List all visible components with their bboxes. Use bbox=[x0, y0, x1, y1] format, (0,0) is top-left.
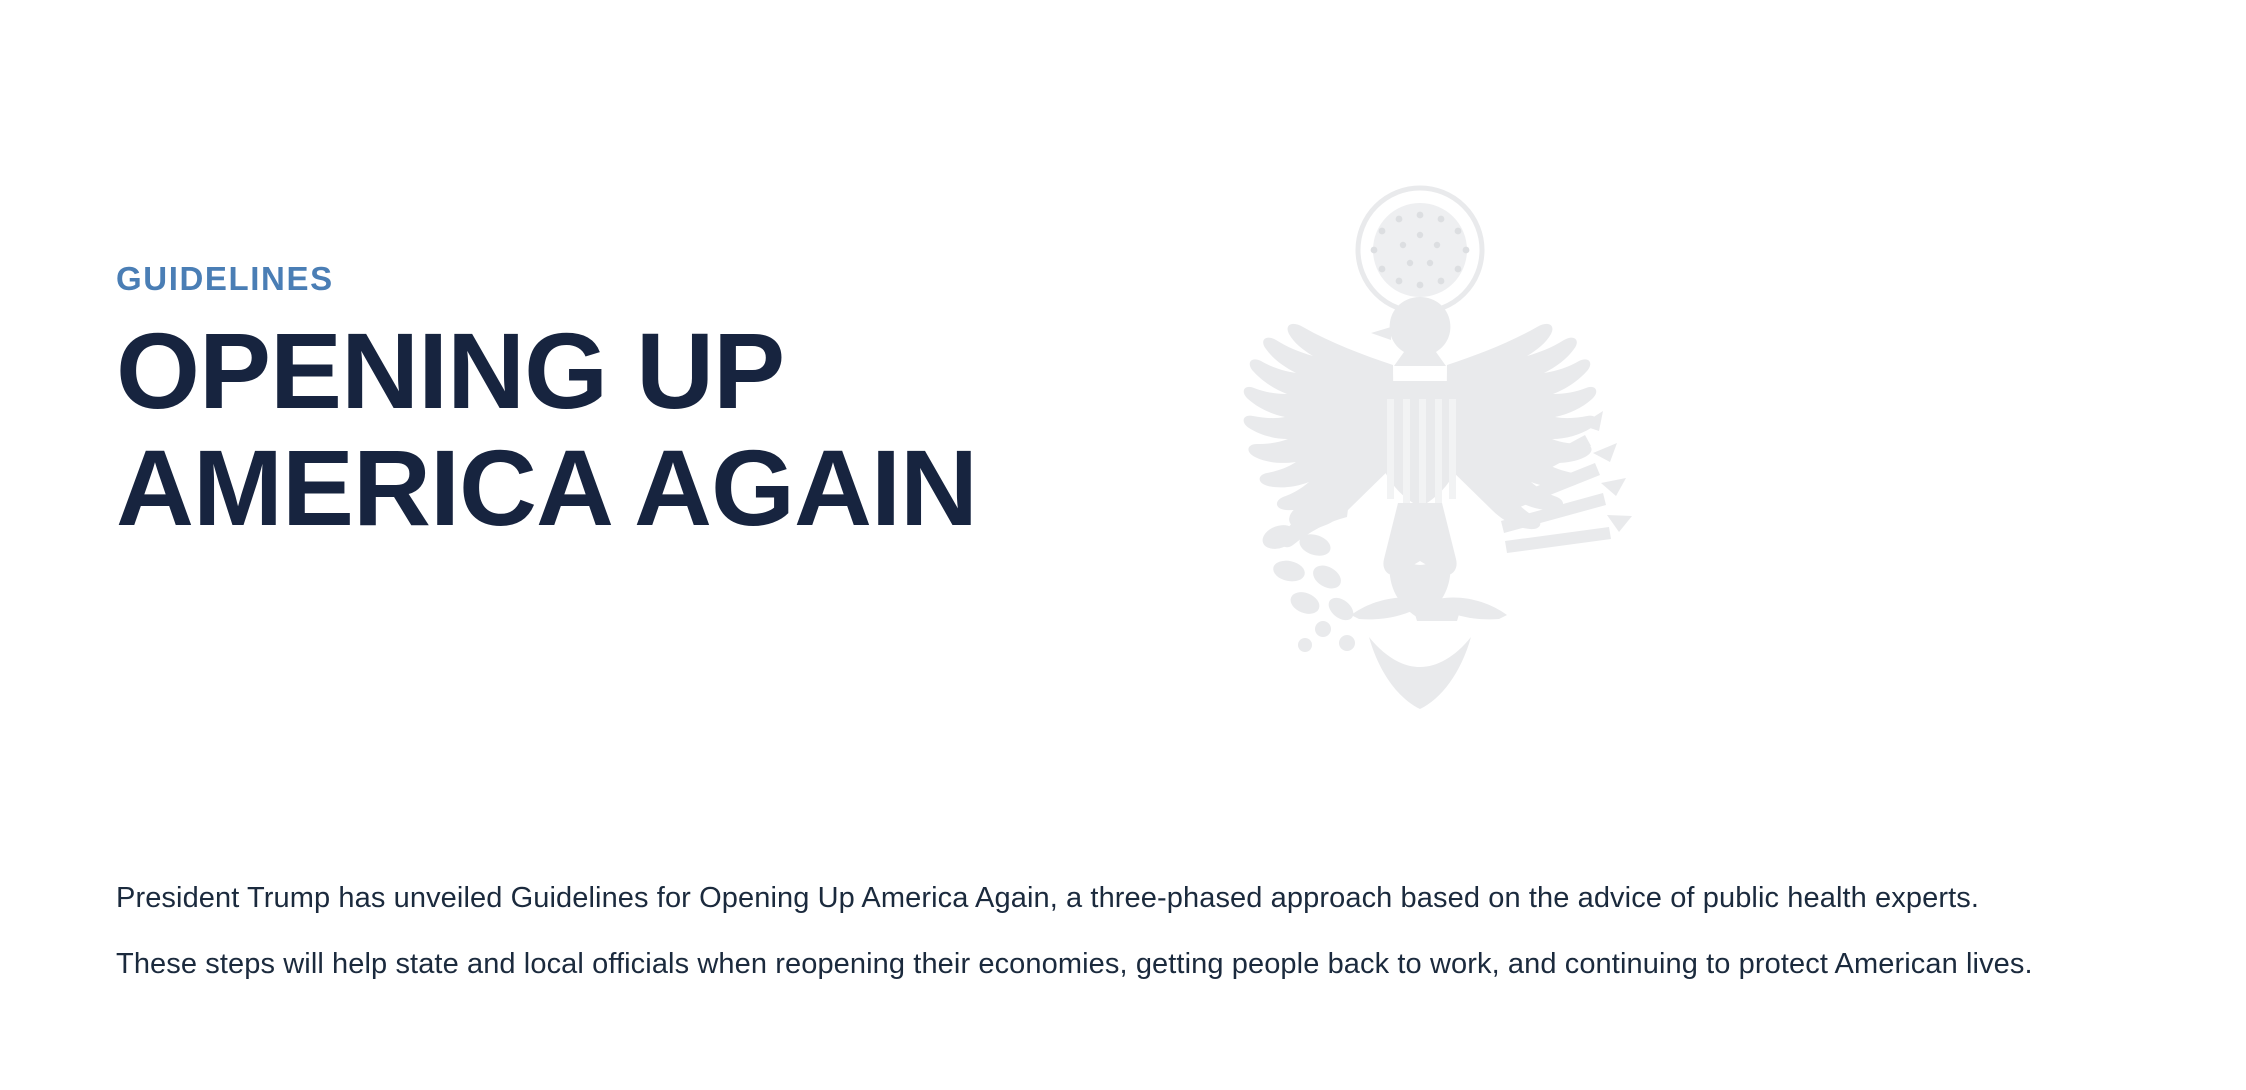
hero-heading-block bbox=[116, 262, 1216, 546]
page-title-line-1: OPENING UP bbox=[116, 310, 785, 431]
intro-paragraph-block bbox=[116, 865, 2046, 997]
page-title bbox=[116, 310, 1216, 548]
great-seal-eagle-icon bbox=[1244, 188, 1632, 709]
great-seal-watermark bbox=[1155, 185, 1685, 725]
eyebrow-label: GUIDELINES bbox=[116, 260, 334, 297]
intro-paragraph: President Trump has unveiled Guidelines for Opening Up America Again, a three-phased approach based on the advice of public health experts. These steps will help state and local officials when reopening their economies, getting people back to work, and continuing to protect American lives. bbox=[116, 882, 2033, 980]
page-title-line-2: AMERICA AGAIN bbox=[116, 426, 977, 548]
